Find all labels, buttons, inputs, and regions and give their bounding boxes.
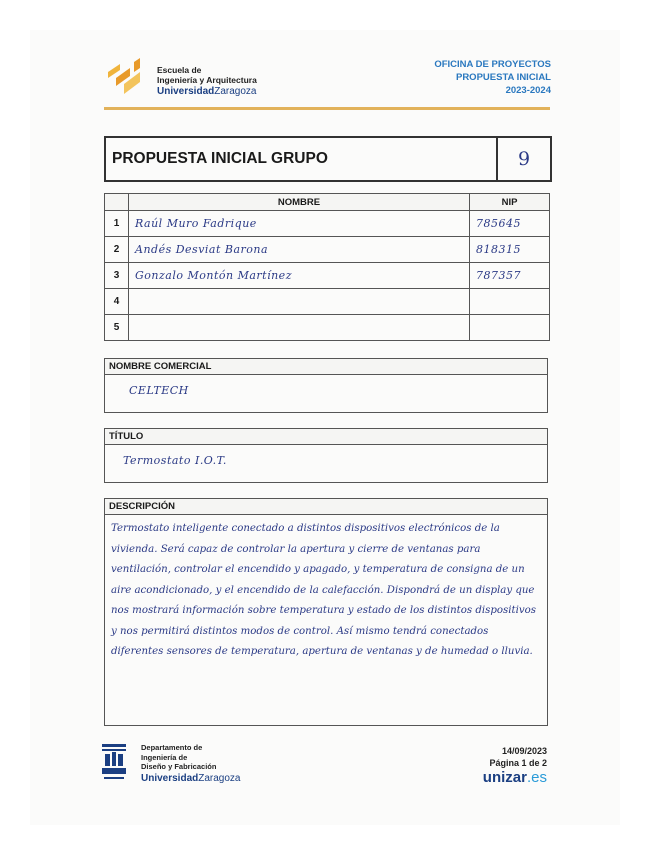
row-index: 3 — [105, 263, 129, 289]
description-section — [104, 498, 548, 726]
nip-header: NIP — [470, 194, 550, 211]
row-index: 4 — [105, 289, 129, 315]
table-row — [105, 263, 550, 289]
member-name — [129, 315, 470, 341]
header-office-block — [434, 58, 551, 97]
table-row — [105, 289, 550, 315]
dept-line1: Departamento de — [141, 743, 203, 752]
commercial-name-value: CELTECH — [129, 384, 189, 397]
brand-tld: .es — [526, 769, 547, 786]
academic-year: 2023-2024 — [505, 85, 551, 96]
school-name — [157, 65, 257, 98]
member-name: Gonzalo Montón Martínez — [129, 263, 470, 289]
table-row — [105, 315, 550, 341]
footer-info — [483, 745, 547, 787]
group-number: 9 — [517, 148, 531, 170]
member-nip: 787357 — [470, 263, 550, 289]
group-title-label: PROPUESTA INICIAL GRUPO — [106, 138, 498, 180]
department-name — [141, 743, 241, 786]
member-nip — [470, 315, 550, 341]
unizar-brand — [483, 769, 547, 787]
footer-university-city: Zaragoza — [198, 772, 241, 784]
members-table — [104, 193, 550, 341]
name-header: NOMBRE — [129, 194, 470, 211]
footer-page: Página 1 de 2 — [489, 758, 547, 768]
commercial-name-label: NOMBRE COMERCIAL — [105, 359, 547, 375]
title-section — [104, 428, 548, 483]
footer-university-bold: Universidad — [141, 772, 199, 784]
group-title-box — [104, 136, 552, 182]
dept-line3: Diseño y Fabricación — [141, 762, 217, 771]
university-name — [157, 85, 257, 98]
header-divider — [104, 107, 550, 110]
school-line2: Ingeniería y Arquitectura — [157, 75, 257, 85]
doc-type: PROPUESTA INICIAL — [455, 72, 551, 83]
school-line1: Escuela de — [157, 65, 202, 75]
title-value: Termostato I.O.T. — [123, 454, 227, 467]
department-logo-icon — [100, 744, 128, 782]
member-nip: 818315 — [470, 237, 550, 263]
office-name: OFICINA DE PROYECTOS — [434, 59, 551, 70]
commercial-name-section — [104, 358, 548, 413]
index-header — [105, 194, 129, 211]
member-nip — [470, 289, 550, 315]
row-index: 1 — [105, 211, 129, 237]
row-index: 2 — [105, 237, 129, 263]
table-row — [105, 211, 550, 237]
description-text: Termostato inteligente conectado a distintos dispositivos electrónicos de la vivienda. Será capaz de controlar la apertura y cierre de ventanas para ventilación, controlar el encendido y apagado, y temperatura de consigna de un aire acondicionado, y el encendido de la calefacción. Dispondrá de un display que nos mostrará información sobre temperatura y estado de los distintos dispositivos y nos permitirá distintos modos de control. Así mismo tendrá conectados diferentes sensores de temperatura, apertura de ventanas y de humedad o lluvia. — [111, 523, 536, 657]
description-label: DESCRIPCIÓN — [105, 499, 547, 515]
footer-university — [141, 772, 241, 786]
dept-line2: Ingeniería de — [141, 752, 188, 762]
member-name: Raúl Muro Fadrique — [129, 211, 470, 237]
university-bold: Universidad — [157, 86, 215, 97]
members-header-row — [105, 194, 550, 211]
brand-name: unizar — [482, 769, 527, 786]
footer-date: 14/09/2023 — [501, 746, 547, 756]
title-label: TÍTULO — [105, 429, 547, 445]
member-nip: 785645 — [470, 211, 550, 237]
member-name: Andés Desviat Barona — [129, 237, 470, 263]
school-logo-icon — [104, 58, 144, 96]
university-city: Zaragoza — [214, 86, 257, 97]
member-name — [129, 289, 470, 315]
table-row — [105, 237, 550, 263]
row-index: 5 — [105, 315, 129, 341]
